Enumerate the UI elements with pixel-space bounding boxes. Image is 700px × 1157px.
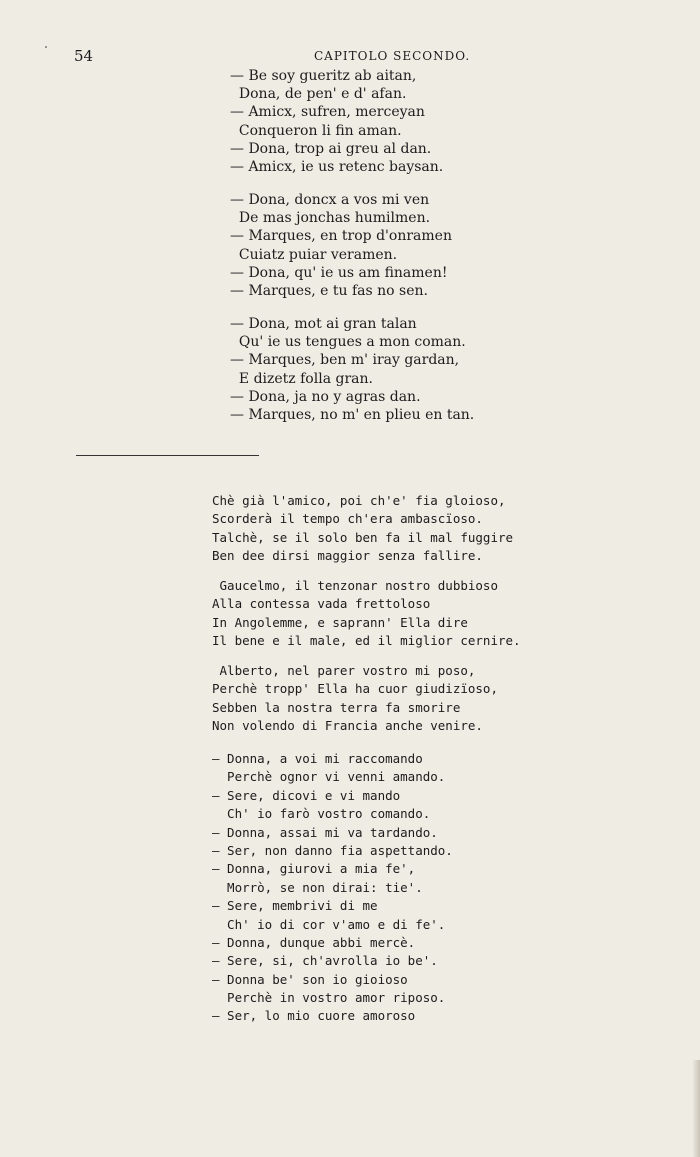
verse-line: — Donna, dunque abbi mercè. (212, 934, 416, 950)
verse-line: — Marques, en trop d'onramen (230, 228, 452, 245)
verse-line: — Dona, mot ai gran talan (230, 316, 417, 332)
provencal-stanza-3 (230, 315, 474, 424)
verse-line: — Dona, doncx a vos mi ven (230, 192, 430, 208)
verse-line: De mas jonchas humilmen. (230, 210, 431, 227)
verse-line: — Sere, dicovi e vi mando (212, 787, 401, 803)
verse-line: — Donna be' son io gioioso (212, 971, 408, 987)
verse-line: Perchè tropp' Ella ha cuor giudizïoso, (212, 681, 498, 697)
verse-line: — Marques, e tu fas no sen. (230, 282, 428, 299)
italian-stanza-4 (212, 750, 453, 1026)
verse-line: — Donna, a voi mi raccomando (212, 751, 423, 766)
verse-line: Ch' io farò vostro comando. (212, 806, 431, 822)
verse-line: Ch' io di cor v'amo e di fe'. (212, 916, 446, 932)
verse-line: Morrò, se non dirai: tie'. (212, 879, 423, 895)
verse-line: Ben dee dirsi maggior senza fallire. (212, 548, 483, 564)
running-header (0, 47, 700, 67)
verse-line: Chè già l'amico, poi ch'e' fia gloioso, (212, 493, 506, 508)
italian-stanza-1 (212, 492, 513, 566)
verse-line: Il bene e il male, ed il miglior cernire. (212, 633, 521, 649)
verse-line: — Sere, membrivi di me (212, 898, 378, 914)
verse-line: — Amicx, ie us retenc baysan. (230, 158, 444, 175)
verse-line: Talchè, se il solo ben fa il mal fuggire (212, 529, 514, 545)
verse-line: Sebben la nostra terra fa smorire (212, 699, 461, 715)
verse-line: — Marques, no m' en plieu en tan. (230, 406, 475, 423)
verse-line: — Donna, giurovi a mia fe', (212, 861, 416, 877)
verse-line: Non volendo di Francia anche venire. (212, 718, 483, 734)
footnote-divider (76, 455, 259, 456)
verse-line: — Amicx, sufren, merceyan (230, 104, 425, 121)
verse-line: — Dona, trop ai greu al dan. (230, 140, 432, 157)
verse-line: In Angolemme, e saprann' Ella dire (212, 614, 468, 630)
verse-line: — Dona, qu' ie us am finamen! (230, 264, 448, 281)
verse-line: — Dona, ja no y agras dan. (230, 388, 421, 405)
verse-line: E dizetz folla gran. (230, 370, 373, 387)
verse-line: Dona, de pen' e d' afan. (230, 86, 407, 103)
verse-line: Qu' ie us tengues a mon coman. (230, 334, 466, 351)
verse-line: — Sere, si, ch'avrolla io be'. (212, 953, 438, 969)
italian-stanza-3 (212, 662, 498, 736)
verse-line: Alberto, nel parer vostro mi poso, (212, 663, 476, 678)
verse-line: — Donna, assai mi va tardando. (212, 824, 438, 840)
verse-line: Alla contessa vada frettoloso (212, 596, 431, 612)
verse-line: Scorderà il tempo ch'era ambascïoso. (212, 511, 483, 527)
chapter-title: CAPITOLO SECONDO. (314, 49, 471, 63)
verse-line: Perchè in vostro amor riposo. (212, 990, 446, 1006)
verse-line: Cuiatz puiar veramen. (230, 246, 398, 263)
page-number: 54 (74, 47, 94, 65)
verse-line: Conqueron li fin aman. (230, 122, 402, 139)
italian-stanza-2 (212, 577, 521, 651)
verse-line: — Be soy gueritz ab aitan, (230, 68, 417, 84)
verse-line: Perchè ognor vi venni amando. (212, 769, 446, 785)
verse-line: — Ser, lo mio cuore amoroso (212, 1008, 416, 1024)
verse-line: — Marques, ben m' iray gardan, (230, 352, 460, 369)
verse-line: — Ser, non danno fia aspettando. (212, 842, 453, 858)
page-edge-shadow (693, 1060, 700, 1157)
provencal-stanza-2 (230, 191, 452, 300)
verse-line: Gaucelmo, il tenzonar nostro dubbioso (212, 578, 498, 593)
provencal-stanza-1 (230, 67, 443, 176)
